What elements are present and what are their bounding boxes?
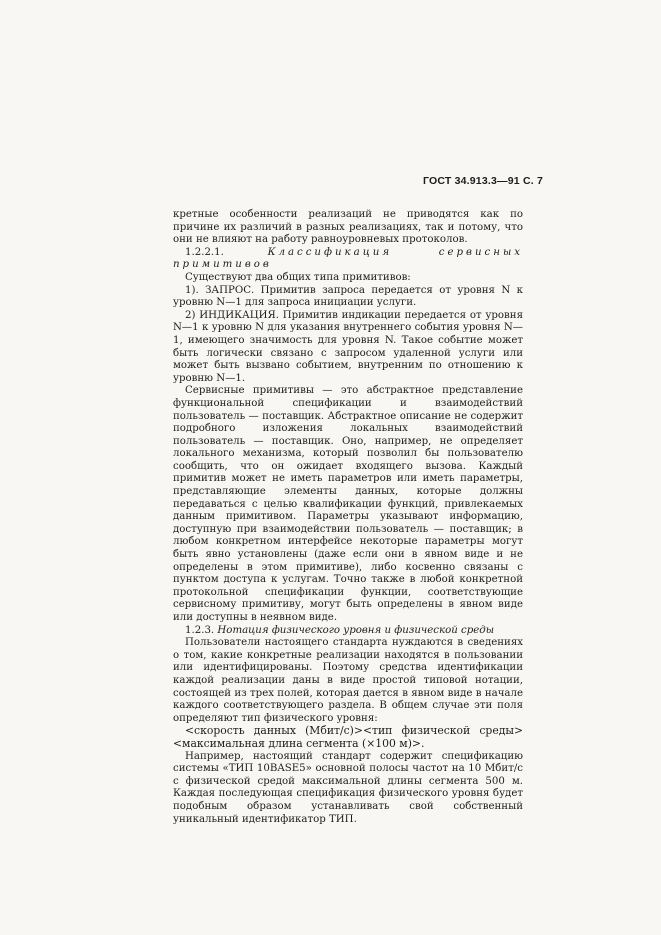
paragraph-request: 1). ЗАПРОС. Примитив запроса передается от уровня N к уровню N—1 для запроса инициации услуги. <box>173 284 523 309</box>
body-text <box>173 209 523 826</box>
section-title: Классификация сервисных примитивов <box>173 246 523 271</box>
section-heading-1-2-3 <box>173 625 523 638</box>
section-number: 1.2.3. <box>185 624 215 636</box>
paragraph-continuation: кретные особенности реализаций не приводятся как по причине их различий в разных реализациях, так и потому, что они не влияют на работу равноуровневых протоколов. <box>173 209 523 246</box>
paragraph-service-primitives: Сервисные примитивы — это абстрактное представление функциональной спецификации и взаимодействий пользователь — поставщик. Абстрактное описание не содержит подробного изложения локальных взаимодействий пользователь — поставщик. Оно, например, не определяет локального механизма, который позволил бы пользователю сообщить, что он ожидает входящего вызова. Каждый примитив может не иметь параметров или иметь параметры, представляющие элементы данных, которые должны передаваться с целью квалификации функций, привлекаемых данным примитивом. Параметры указывают информацию, доступную при взаимодействии пользователь — поставщик; в любом конкретном интерфейсе некоторые параметры могут быть явно установлены (даже если они в явном виде и не определены в этом примитиве), либо косвенно связаны с пунктом доступа к услугам. Точно также в любой конкретной протокольной спецификации функции, соответствующие сервисному примитиву, могут быть определены в явном виде или доступны в неявном виде. <box>173 385 523 623</box>
paragraph-users-notation: Пользователи настоящего стандарта нуждаются в сведениях о том, какие конкретные реализации находятся в пользовании или идентифицированы. Поэтому средства идентификации каждой реализации даны в виде простой типовой нотации, состоящей из трех полей, которая дается в явном виде в начале каждого соответствующего раздела. В общем случае эти поля определяют тип физического уровня: <box>173 637 523 724</box>
paragraph-indication: 2) ИНДИКАЦИЯ. Примитив индикации передается от уровня N—1 к уровню N для указания внутреннего события уровня N—1, имеющего значимость для уровня N. Такое событие может быть логически связано с запросом удаленной услуги или может быть вызвано событием, внутренним по отношению к уровню N—1. <box>173 309 523 384</box>
paragraph-example: Например, настоящий стандарт содержит спецификацию системы «ТИП 10BASE5» основной полосы частот на 10 Мбит/с с физической средой максимальной длины сегмента 500 м. Каждая последующая спецификация физического уровня будет подобным образом устанавливать свой собственный уникальный идентификатор ТИП. <box>173 750 523 825</box>
section-number: 1.2.2.1. <box>185 246 224 258</box>
page-header: ГОСТ 34.913.3—91 С. 7 <box>422 175 543 187</box>
paragraph-types-intro: Существуют два общих типа примитивов: <box>185 271 411 283</box>
notation-formula: <скорость данных (Мбит/с)><тип физической среды><максимальная длина сегмента (×100 м)>. <box>173 724 523 750</box>
section-title: Нотация физического уровня и физической среды <box>217 624 495 636</box>
section-heading-1-2-2-1 <box>173 247 523 272</box>
